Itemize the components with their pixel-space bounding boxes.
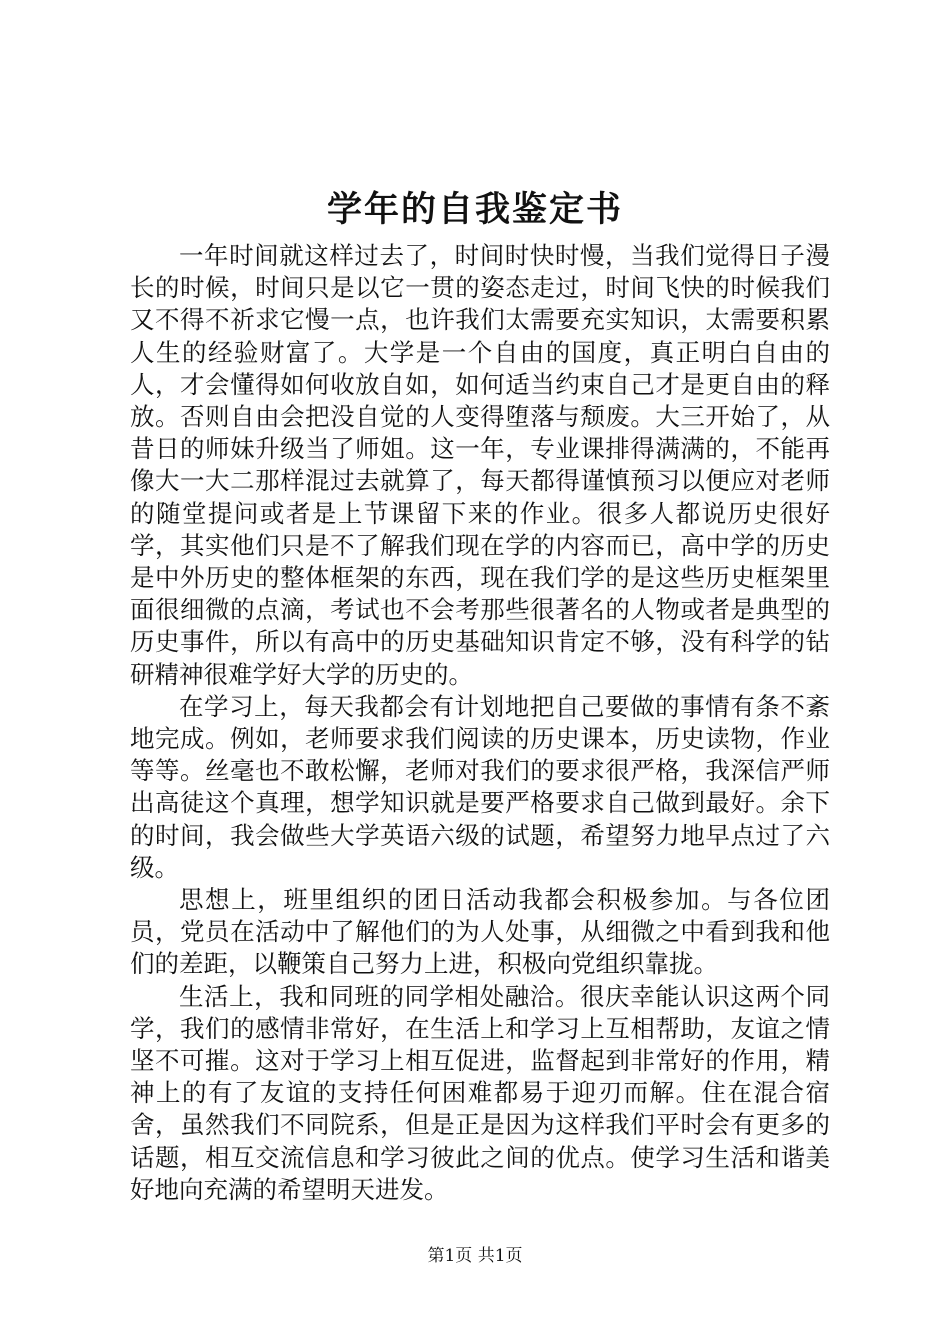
document-title: 学年的自我鉴定书 [326, 189, 623, 230]
paragraph-life: 生活上，我和同班的同学相处融洽。很庆幸能认识这两个同学，我们的感情非常好，在生活上和学习上互相帮助，友谊之情坚不可摧。这对于学习上相互促进，监督起到非常好的作用，精神上的有了友谊的支持任何困难都易于迎刃而解。住在混合宿舍，虽然我们不同院系，但是正是因为这样我们平时会有更多的话题，相互交流信息和学习彼此之间的优点。使学习生活和谐美好地向充满的希望明天进发。 [130, 981, 830, 1204]
document-body [130, 240, 830, 1206]
paragraph-thought: 思想上，班里组织的团日活动我都会积极参加。与各位团员，党员在活动中了解他们的为人处事，从细微之中看到我和他们的差距，以鞭策自己努力上进，积极向党组织靠拢。 [130, 885, 830, 979]
paragraph-study: 在学习上，每天我都会有计划地把自己要做的事情有条不紊地完成。例如，老师要求我们阅读的历史课本，历史读物，作业等等。丝毫也不敢松懈，老师对我们的要求很严格，我深信严师出高徒这个真理，想学知识就是要严格要求自己做到最好。余下的时间，我会做些大学英语六级的试题，希望努力地早点过了六级。 [130, 691, 830, 882]
page-number-footer: 第1页 共1页 [427, 1246, 523, 1266]
paragraph-intro: 一年时间就这样过去了，时间时快时慢，当我们觉得日子漫长的时候，时间只是以它一贯的姿态走过，时间飞快的时候我们又不得不祈求它慢一点，也许我们太需要充实知识，太需要积累人生的经验财富了。大学是一个自由的国度，真正明白自由的人，才会懂得如何收放自如，如何适当约束自己才是更自由的释放。否则自由会把没自觉的人变得堕落与颓废。大三开始了，从昔日的师妹升级当了师姐。这一年，专业课排得满满的，不能再像大一大二那样混过去就算了，每天都得谨慎预习以便应对老师的随堂提问或者是上节课留下来的作业。很多人都说历史很好学，其实他们只是不了解我们现在学的内容而已，高中学的历史是中外历史的整体框架的东西，现在我们学的是这些历史框架里面很细微的点滴，考试也不会考那些很著名的人物或者是典型的历史事件，所以有高中的历史基础知识肯定不够，没有科学的钻研精神很难学好大学的历史的。 [130, 241, 830, 689]
